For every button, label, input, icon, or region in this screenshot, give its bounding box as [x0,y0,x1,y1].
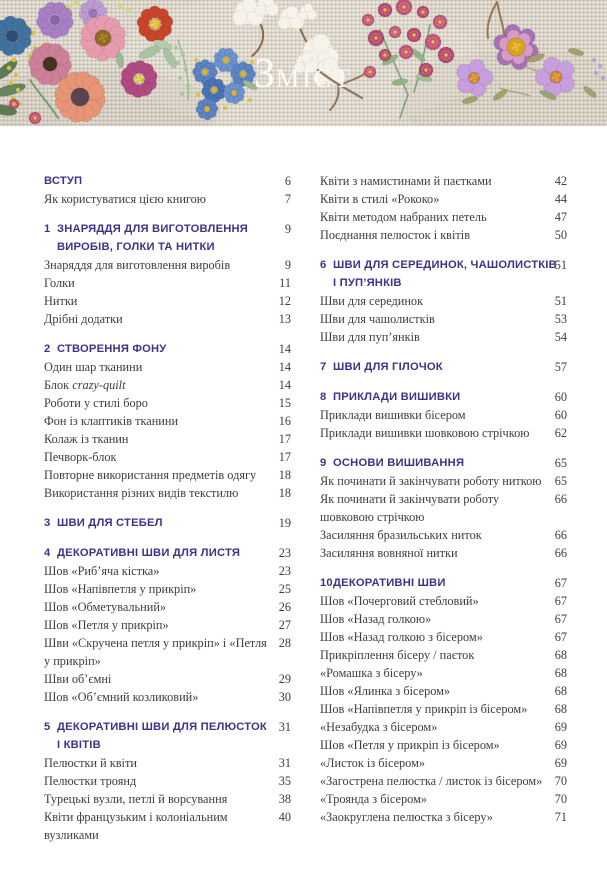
entry-label: 8 ПРИКЛАДИ ВИШИВКИ [320,388,540,406]
toc-entry [320,754,567,772]
page-number: 9 [284,222,291,236]
section-number: 1 [44,223,51,235]
page-number: 70 [554,792,567,806]
page-number: 51 [554,258,567,272]
toc-entry [44,562,291,580]
toc-section-heading [320,256,567,292]
entry-label: Шов «Почерговий стебловий» [320,594,479,608]
entry-label: 1 ЗНАРЯДДЯ ДЛЯ ВИГОТОВЛЕННЯ ВИРОБІВ, ГОЛКИ ТА НИТКИ [44,220,264,256]
entry-label: Блок crazy-quilt [44,378,126,392]
toc-entry [320,646,567,664]
toc-entry [320,628,567,646]
entry-label: 6 ШВИ ДЛЯ СЕРЕДИНОК, ЧАШОЛИСТКІВ І ПУП’ЯНКІВ [320,256,540,292]
entry-label: Використання різних видів текстилю [44,486,239,500]
page-number: 60 [554,408,567,422]
entry-label-line2: І ПУП’ЯНКІВ [333,277,402,289]
toc-entry [44,274,291,292]
entry-label: Квіти французьким і колоніальним вузликами [44,808,264,844]
toc-section-heading [44,340,291,358]
toc-entry [44,688,291,706]
toc-entry [320,610,567,628]
toc-entry [44,448,291,466]
page-number: 66 [554,492,567,506]
entry-label: Засиляння бразильських ниток [320,528,482,542]
toc-entry [320,292,567,310]
page-number: 67 [554,576,567,590]
page-number: 18 [278,468,291,482]
entry-label: Голки [44,276,75,290]
toc-entry [320,682,567,700]
page-number: 26 [278,600,291,614]
page-number: 35 [278,774,291,788]
toc-entry [320,328,567,346]
section-number: 5 [44,721,51,733]
page-number: 65 [554,474,567,488]
entry-label: Шви «Скручена петля у прикріп» і «Петля у прикріп» [44,636,267,668]
embroidery-header-image [0,0,607,126]
page-number: 54 [554,330,567,344]
page-number: 16 [278,414,291,428]
entry-label: ВСТУП [44,175,83,187]
section-number: 7 [320,361,327,373]
entry-label: Фон із клаптиків тканини [44,414,179,428]
entry-label: Шов «Об’ємний козликовий» [44,690,199,704]
page-number: 71 [554,810,567,824]
toc-entry [44,256,291,274]
page-number: 40 [278,810,291,824]
page-number: 23 [278,546,291,560]
entry-label-line2: І КВІТІВ [57,739,101,751]
entry-label-line2: ВИРОБІВ, ГОЛКИ ТА НИТКИ [57,241,215,253]
page-number: 7 [284,192,291,206]
toc-entry [320,592,567,610]
entry-label: 4 ДЕКОРАТИВНІ ШВИ ДЛЯ ЛИСТЯ [44,544,264,562]
entry-label-line2: шовковою стрічкою [320,510,425,524]
toc-column-left [44,172,291,844]
toc-entry [320,424,567,442]
toc-entry [320,226,567,244]
page-number: 68 [554,648,567,662]
page-number: 47 [554,210,567,224]
entry-label: «Незабудка з бісером» [320,720,438,734]
entry-label: Турецькі вузли, петлі й ворсування [44,792,228,806]
toc-entry [44,616,291,634]
entry-label: Повторне використання предметів одягу [44,468,257,482]
page-number: 66 [554,546,567,560]
italic-term: crazy-quilt [72,378,126,392]
page-number: 66 [554,528,567,542]
toc-entry [320,700,567,718]
page-number: 50 [554,228,567,242]
toc-entry [44,292,291,310]
section-number: 4 [44,547,51,559]
entry-label: Шов «Ялинка з бісером» [320,684,451,698]
toc-entry [44,376,291,394]
entry-label: 5 ДЕКОРАТИВНІ ШВИ ДЛЯ ПЕЛЮСТОК І КВІТІВ [44,718,264,754]
toc-section-heading [320,358,567,376]
page-number: 15 [278,396,291,410]
entry-label: Шов «Назад голкою з бісером» [320,630,483,644]
toc-entry [320,490,567,526]
toc-section-heading [44,220,291,256]
toc-entry [44,190,291,208]
page-number: 27 [278,618,291,632]
entry-label: Засиляння вовняної нитки [320,546,458,560]
page-number: 67 [554,612,567,626]
page-number: 53 [554,312,567,326]
page-number: 19 [278,516,291,530]
contents-title-text: ЗМІСТ [253,51,354,97]
toc-entry [320,208,567,226]
entry-label: Квіти з намистинами й паєтками [320,174,492,188]
entry-label: Шви для пуп’янків [320,330,420,344]
toc-entry [320,808,567,826]
page-number: 68 [554,702,567,716]
page-number: 14 [278,360,291,374]
toc-section-heading [320,454,567,472]
entry-label: Квіти в стилі «Рококо» [320,192,440,206]
entry-label: Шов «Петля у прикріп із бісером» [320,738,500,752]
page-number: 28 [278,636,291,650]
entry-label: Один шар тканини [44,360,143,374]
entry-label: Колаж із тканин [44,432,129,446]
entry-label: 10ДЕКОРАТИВНІ ШВИ [320,574,540,592]
toc-section-heading [320,574,567,592]
toc-entry [320,544,567,562]
entry-label: Шов «Напівпетля у прикріп із бісером» [320,702,528,716]
toc-entry [320,310,567,328]
toc-entry [44,790,291,808]
entry-label: Шов «Петля у прикріп» [44,618,169,632]
entry-label: Приклади вишивки бісером [320,408,466,422]
toc-entry [44,358,291,376]
page-number: 69 [554,756,567,770]
toc-section-heading [44,172,291,190]
page-number: 38 [278,792,291,806]
toc-column-right [320,172,567,844]
toc-entry [44,580,291,598]
page-number: 65 [554,456,567,470]
page-number: 17 [278,432,291,446]
toc-entry [44,412,291,430]
entry-label: Шви для чашолистків [320,312,435,326]
toc-section-heading [44,544,291,562]
page-number: 12 [278,294,291,308]
toc-entry [320,718,567,736]
entry-label: Як починати й закінчувати роботу ниткою [320,474,542,488]
entry-label: Дрібні додатки [44,312,123,326]
entry-label: 3 ШВИ ДЛЯ СТЕБЕЛ [44,514,264,532]
page-number: 30 [278,690,291,704]
toc-entry [320,790,567,808]
toc-section-heading [44,718,291,754]
entry-label: «Ромашка з бісеру» [320,666,423,680]
page-number: 57 [554,360,567,374]
entry-label: Знаряддя для виготовлення виробів [44,258,231,272]
entry-label: Як починати й закінчувати роботу шовковою стрічкою [320,490,540,526]
page-number: 14 [278,378,291,392]
entry-label: Шов «Назад голкою» [320,612,432,626]
toc-section-heading [320,388,567,406]
entry-label: Квіти методом набраних петель [320,210,487,224]
toc-entry [44,670,291,688]
toc-entry [44,634,291,670]
page-number: 29 [278,672,291,686]
toc-entry [320,526,567,544]
entry-label: Пелюстки троянд [44,774,137,788]
page-number: 67 [554,594,567,608]
page-number: 6 [284,174,291,188]
entry-label: 7 ШВИ ДЛЯ ГІЛОЧОК [320,358,540,376]
page-number: 51 [554,294,567,308]
entry-label: Прикріплення бісеру / паєток [320,648,475,662]
page-number: 9 [284,258,291,272]
page-number: 18 [278,486,291,500]
page-number: 42 [554,174,567,188]
entry-label: Роботи у стилі боро [44,396,148,410]
page-number: 69 [554,738,567,752]
section-number: 8 [320,391,327,403]
section-number: 6 [320,259,327,271]
toc-entry [44,310,291,328]
entry-label: Пелюстки й квіти [44,756,137,770]
entry-label: «Троянда з бісером» [320,792,427,806]
page-number: 68 [554,666,567,680]
toc-entry [320,406,567,424]
entry-label: Нитки [44,294,78,308]
entry-label: Печворк-блок [44,450,117,464]
entry-label: «Загострена пелюстка / листок із бісером» [320,774,543,788]
page-number: 13 [278,312,291,326]
section-number: 9 [320,457,327,469]
page-number: 17 [278,450,291,464]
entry-label: Шов «Напівпетля у прикріп» [44,582,197,596]
page-number: 14 [278,342,291,356]
entry-label: Шов «Обметувальний» [44,600,167,614]
page-number: 44 [554,192,567,206]
page-number: 70 [554,774,567,788]
toc-entry [44,772,291,790]
page-number: 69 [554,720,567,734]
toc-entry [44,808,291,844]
entry-label-line2: вузликами [44,828,99,842]
entry-label: «Заокруглена пелюстка з бісеру» [320,810,493,824]
entry-label: «Листок із бісером» [320,756,426,770]
entry-label: 2 СТВОРЕННЯ ФОНУ [44,340,264,358]
toc-entry [44,466,291,484]
toc-entry [320,190,567,208]
toc-section-heading [44,514,291,532]
toc-entry [44,598,291,616]
toc-entry [320,772,567,790]
section-number: 2 [44,343,51,355]
table-of-contents [44,172,566,844]
page-number: 67 [554,630,567,644]
page-number: 23 [278,564,291,578]
page-number: 68 [554,684,567,698]
section-number: 10 [320,577,333,589]
page-number: 31 [278,756,291,770]
section-number: 3 [44,517,51,529]
page-number: 25 [278,582,291,596]
page-number: 62 [554,426,567,440]
toc-entry [320,172,567,190]
entry-label: Як користуватися цією книгою [44,192,206,206]
entry-label: Шви для серединок [320,294,424,308]
page-number: 60 [554,390,567,404]
entry-label-line2: у прикріп» [44,654,101,668]
toc-entry [44,484,291,502]
page-number: 31 [278,720,291,734]
toc-entry [320,664,567,682]
toc-entry [44,430,291,448]
toc-entry [320,736,567,754]
entry-label: Поєднання пелюсток і квітів [320,228,471,242]
toc-entry [44,754,291,772]
embroidered-flowers-illustration [0,0,607,126]
toc-entry [320,472,567,490]
entry-label: Шов «Риб’яча кістка» [44,564,160,578]
entry-label: 9 ОСНОВИ ВИШИВАННЯ [320,454,540,472]
entry-label: Приклади вишивки шовковою стрічкою [320,426,530,440]
toc-entry [44,394,291,412]
entry-label: Шви об’ємні [44,672,112,686]
page-number: 11 [279,276,291,290]
